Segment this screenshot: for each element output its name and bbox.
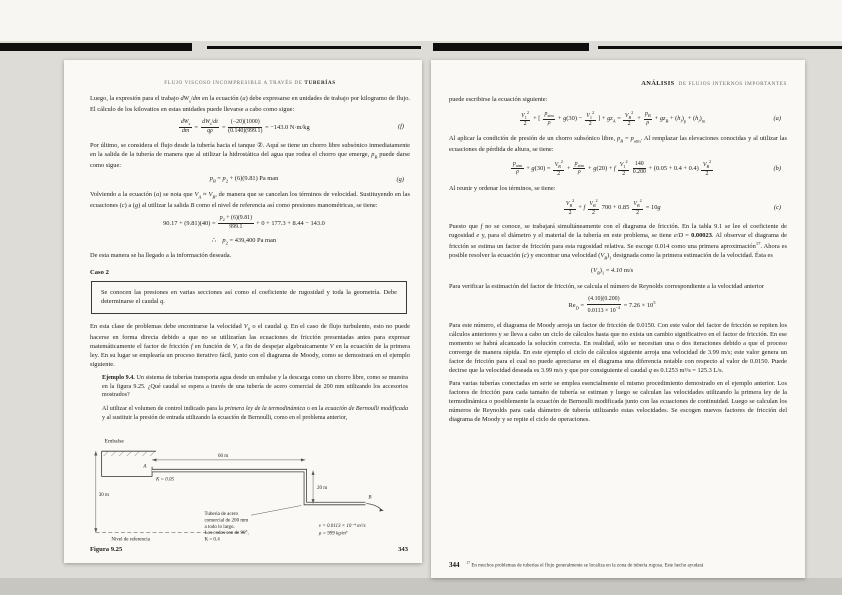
figure-note-line4: Los codos son de 90°, xyxy=(204,531,249,537)
equation-c xyxy=(455,198,781,217)
equation-substitution xyxy=(96,215,404,231)
paragraph-p4: De esta manera se ha llegado a la información deseada. xyxy=(90,252,232,260)
right-page-footnote xyxy=(449,561,787,571)
scan-bottom-margin xyxy=(0,578,842,595)
paragraph-r6: Para este número, el diagrama de Moody arroja un factor de fricción de 0.0150. Con este valor del factor de fricción se repiten los cálculos anteriores y se lleva a cabo un ciclo de cálculos hasta que no exista un cambio significativo en el factor de fricción. En ese momento se habrá alcanzado la solución correcta. En realidad, sólo se necesitan una o dos iteraciones debido a que el proceso converge de manera rápida. En este ejemplo el ciclo de cálculos siguiente arroja una velocidad de 3.99 m/s; este valor genera un factor de fricción para el cual no puede apreciarse en el diagrama una diferencia notable con respecto al valor de 0.0150. Puede decirse que la velocidad deseada es 3.99 m/s y que por consiguiente el caudal q es 0.1253 m³/s = 125.3 L/s. xyxy=(449,321,787,375)
paragraph-r4: Puesto que f no se conoce, se trabajará simultáneamente con el diagrama de fricción. En la tabla 9.1 se lee el coeficiente de rugosidad e y, para el diámetro y el material de la tubería en este problema, se tiene e/D = 0.00023. Al observar el diagrama de fricción se estima un factor de fricción para esta rugosidad relativa. Se escoge 0.014 como una primera aproximación$^{17}$. Ahora es posible resolver la ecuación (c) y encontrar una velocidad $(V_B)_1$ designada como la primera estimación de la velocidad. Ésta es xyxy=(449,223,787,261)
running-header-left-bold: TUBERÍAS xyxy=(304,80,336,86)
figure-note-line1: Tubería de acero xyxy=(204,512,239,518)
figure-label-embalse: Embalse xyxy=(104,438,124,445)
figure-note-line2: comercial de 200 mm xyxy=(204,518,249,524)
paragraph-r2: Al aplicar la condición de presión de un chorro subsónico libre, $p_B = p_{atm}$. Al remplazar las elevaciones conocidas y al utilizar las ecuaciones de pérdida de altura, se tiene: xyxy=(449,134,787,153)
figure-9-25 xyxy=(90,426,410,557)
equation-velocity-estimate-body: $(V_B)_1 = 4.10$ m/s xyxy=(590,267,634,276)
paragraph-r5: Para verificar la estimación del factor de fricción, se calcula el número de Reynolds correspondiente a la velocidad anterior xyxy=(449,282,764,290)
footnote-body: En muchos problemas de tuberías el flujo generalmente se localiza en la zona de tubería rugosa. Este hecho ayudará xyxy=(471,563,704,569)
page-left xyxy=(64,60,422,563)
footnote-text xyxy=(467,561,704,570)
equation-c-body: $\frac{V_B^2}{2}$ + f $\frac{V_B^2}{2}$ 700 + 0.85 $\frac{V_B^2}{2}$ = 10g xyxy=(565,198,661,216)
paragraph-p6: Al utilizar el volumen de control indicado para la primera ley de la termodinámica o en la ecuación de Bernoulli modificada y al sustituir la presión de entrada utilizando la ecuación de Bernoulli, como en el problema anterior, xyxy=(102,405,408,421)
running-header-left-text: FLUJO VISCOSO INCOMPRESIBLE A TRAVÉS DE xyxy=(164,80,303,86)
equation-result-p2 xyxy=(96,237,404,246)
equation-velocity-estimate xyxy=(455,267,781,276)
equation-f-body: $dW_s$ dm = $dW_s/dt$ qρ = $\frac{(-20)(1000)}{(0.140)(999.1)}$ = −143.0 N·m/kg xyxy=(180,119,310,134)
figure-fluid-properties xyxy=(318,523,366,537)
equation-b xyxy=(455,159,781,178)
equation-f-label: (f) xyxy=(397,123,404,131)
equation-b-body: $p_{atm}$ ρ + g(30) = $\frac{V_B^2}{2}$ + $p_{atm}$ ρ + g(20) + f $\frac{V_1^2}{2}$ $\frac{140}{0.200}$ + (0.05 + 0.4 + 0.4) $\frac{V_B^2}{2}$ xyxy=(512,159,712,177)
paragraph-r7: Para varias tuberías conectadas en serie se emplea esencialmente el mismo procedimiento demostrado en el ejemplo anterior. Los factores de fricción para cada tamaño de tubería se estiman y luego se calculan las velocidades utilizando la primera ley de la termodinámica o posiblemente la ecuación de Bernoulli modificada junto con las ecuaciones de continuidad. Luego se calculan los números de Reynolds para cada diámetro de tubería utilizando estas velocidades. Se escogen nuevos factores de fricción del diagrama de Moody y se repite el ciclo de operaciones. xyxy=(449,379,787,424)
equation-c-label: (c) xyxy=(773,203,781,211)
equation-reynolds-body: $Re_D$ = $\frac{(4.10)(0.200)}{0.0113 \times 10^{-4}}$ = $7.26 \times 10^5$ xyxy=(568,296,656,314)
pipe-path xyxy=(152,471,365,504)
footnote-marker: 17 xyxy=(466,560,471,565)
paragraph-p1: Luego, la expresión para el trabajo $dW_s/dm$ en la ecuación (a) debe expresarse en unidades de trabajo por kilogramo de flujo. El cálculo de los kilovatios en estas unidades puede llevarse a cabo como sigue: xyxy=(90,95,410,113)
equation-g xyxy=(96,175,404,184)
figure-label-density: ρ = 999 kg/m³ xyxy=(318,531,348,537)
equation-f xyxy=(96,119,404,135)
example-9-4-body: Un sistema de tuberías transporta agua desde un embalse y la descarga como un chorro libre, como se muestra en la figura 9.25. ¿Qué caudal se espera a través de una tubería de acero comercial de 200 mm utilizando los accesorios mostrados? xyxy=(102,374,408,399)
figure-pipe-note xyxy=(204,511,248,542)
figure-label-dim30: 30 m xyxy=(98,492,109,498)
equation-b-label: (b) xyxy=(773,164,781,172)
page-number-left: 343 xyxy=(398,546,408,553)
figure-label-dim20: 20 m xyxy=(316,486,328,492)
note-pointer-arrow xyxy=(251,506,301,516)
free-jet-arrow xyxy=(366,504,383,512)
figure-label-k-entrance: K = 0.05 xyxy=(155,477,175,483)
figure-caption: Figura 9.25 xyxy=(90,546,123,553)
page-right xyxy=(431,60,805,578)
running-header-right xyxy=(449,80,787,87)
example-9-4-title: Ejemplo 9.4. xyxy=(102,374,137,381)
page-number-right: 344 xyxy=(449,560,460,569)
example-9-4 xyxy=(102,374,408,400)
equation-result-p2-body: ∴ $p_2 = 439,400$ Pa man xyxy=(211,236,277,245)
figure-label-viscosity: ν = 0.0113 × 10⁻⁴ m²/s xyxy=(318,523,366,529)
figure-note-line5: K = 0.4 xyxy=(204,537,220,543)
equation-g-body: $p_B = p_2 + (6)(9.81)$ Pa man xyxy=(209,175,279,184)
equation-a-label: (a) xyxy=(773,114,781,122)
figure-9-25-diagram xyxy=(90,426,412,552)
equation-reynolds xyxy=(455,296,781,315)
left-page-footer xyxy=(90,546,408,553)
scan-artifact-bar xyxy=(0,43,192,51)
case-2-box: Se conocen las presiones en varias secciones así como el coeficiente de rugosidad y toda la geometría. Debe determinarse el caudal q. xyxy=(91,281,407,314)
scan-artifact-bar xyxy=(598,46,842,49)
equation-a-body: $\frac{V_1^2}{2}$ + [ $p_{atm}$ ρ + g(30) − $\frac{V_1^2}{2}$ ] + $gz_A$ = $\frac{V_B^2}{2}$ + $\frac{p_B}{\rho}$ + $gz_B + (h_l)_p + (h_l)_m$ xyxy=(521,109,706,127)
figure-label-point-a: A xyxy=(143,464,147,470)
scan-artifact-bar xyxy=(433,43,589,51)
figure-note-line3: a todo lo largo. xyxy=(204,524,235,530)
reservoir-surface xyxy=(102,451,156,456)
case-2-heading: Caso 2 xyxy=(90,268,109,276)
dimension-20m xyxy=(312,471,315,504)
figure-label-reference: Nivel de referencia xyxy=(111,537,150,543)
equation-a xyxy=(455,110,781,129)
paragraph-p2: Por último, se considera el flujo desde la tubería hacia el tanque ②. Aquí se tiene un chorro libre subsónico inmediatamente en la salida de la tubería de manera que al utilizar la hidrostática del agua que rodea el chorro que emerge, $p_B$ puede darse como sigue: xyxy=(90,141,410,169)
paragraph-p3: Volviendo a la ecuación (a) se nota que $V_A \approx V_B$, de manera que se cancelan los términos de velocidad. Sustituyendo en las ecuaciones (c) a (g) al utilizar la salida B como el nivel de referencia así como presiones manométricas, se tiene: xyxy=(90,190,410,209)
dimension-60m xyxy=(152,459,305,462)
scan-artifact-bar xyxy=(207,46,421,49)
figure-label-point-b: B xyxy=(368,495,372,501)
scan-top-margin xyxy=(0,0,842,41)
equation-substitution-body: 90.17 + (9.81)(40) = $\frac{p_2 + (6)(9.81)}{999.1}$ + 0 + 177.3 + 8.44 − 143.0 xyxy=(163,215,325,230)
paragraph-intro: puede escribirse la ecuación siguiente: xyxy=(449,96,548,103)
figure-label-dim60: 60 m xyxy=(218,454,229,460)
paragraph-r3: Al reunir y ordenar los términos, se tiene: xyxy=(449,184,556,192)
paragraph-p5: En esta clase de problemas debe encontrarse la velocidad $V_0$ o el caudal q. En el caso de flujo turbulento, esto no puede hacerse en forma directa debido a que no se utilizarían las ecuaciones de fricción presentadas antes para expresar matemáticamente el factor de fricción f en función de V, a fin de despejar algebraicamente V en la ecuación de la primera ley. En su lugar se emplearía un proceso iterativo fácil, junto con el diagrama de Moody, como se demostrará en el ejemplo siguiente. xyxy=(90,322,411,368)
running-header-right-text: DE FLUJOS INTERNOS IMPORTANTES xyxy=(678,81,787,87)
dimension-30m xyxy=(94,451,97,532)
running-header-right-bold: ANÁLISIS xyxy=(641,80,675,87)
equation-g-label: (g) xyxy=(396,175,404,183)
running-header-left xyxy=(90,80,410,86)
